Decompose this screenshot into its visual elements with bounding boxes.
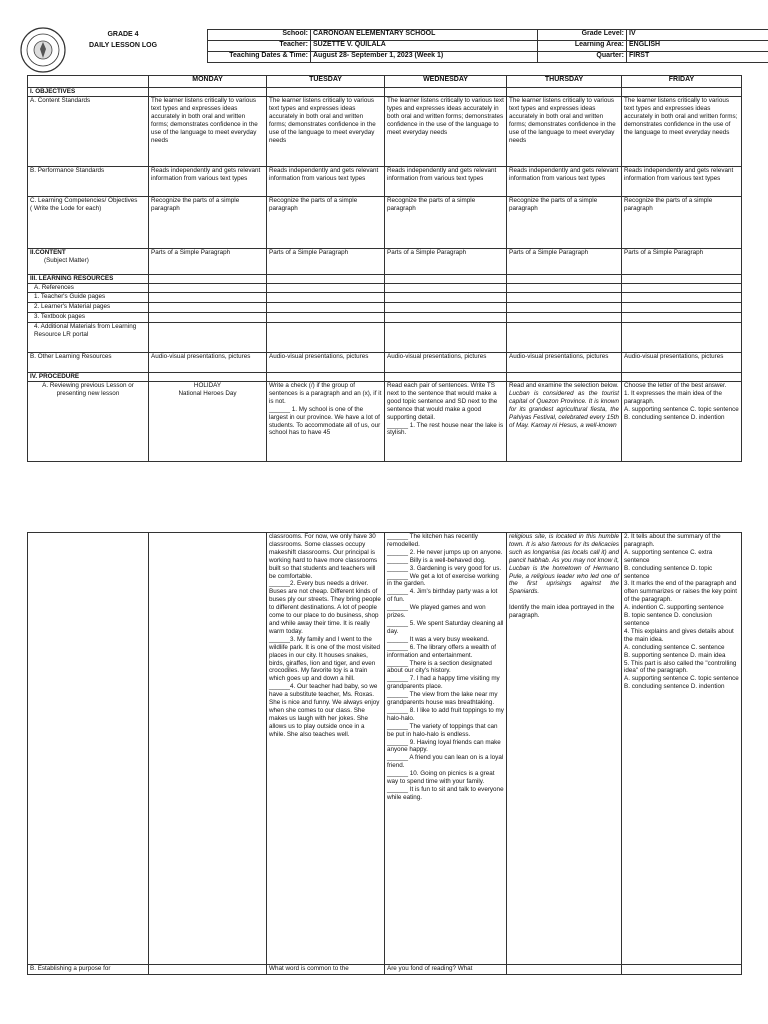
grade-title: GRADE 4 (107, 31, 139, 38)
competencies-label: C. Learning Competencies/ Objectives ( Write the Lode for each) (28, 197, 149, 249)
cs-monday: The learner listens critically to various text types and expresses ideas accurately in both oral and written forms; demonstrates confidence in the use of the language to meet everyday needs (149, 97, 267, 167)
comp-thursday: Recognize the parts of a simple paragraph (507, 197, 622, 249)
other-resources-label: B. Other Learning Resources (28, 353, 149, 373)
wednesday-activity-p2: ______ The kitchen has recently remodelled. ______ 2. He never jumps up on anyone. ______ Billy is a well-behaved dog. ______ 3. Gardening is very good for us. ______ We get a lot of exercise working in the garden. ______ 4. Jim's birthday party was a lot of fun. ______ We played games and won prizes. ______ 5. We spent Saturday cleaning all day. ______ It was a very busy weekend. ______ 6. The library offers a wealth of information and entertainment. ______ There is a section designated about our city's history. ______ 7. I had a happy time visiting my grandparents place. ______ The view from the lake near my grandparents house was breathtaking. ______ 8. I like to add fruit toppings to my halo-halo. ______ The variety of toppings that can be put in halo-halo is endless. ______ 9. Having loyal friends can make anyone happy. ______ A friend you can lean on is a loyal friend. ______ 10. Going on picnics is a great way to spend time with your family. ______ It is fun to sit and talk to everyone while eating. (385, 533, 507, 965)
day-thursday: THURSDAY (507, 76, 622, 88)
day-monday: MONDAY (149, 76, 267, 88)
establishing-label: B. Establishing a purpose for (28, 965, 149, 975)
thursday-task: Identify the main idea portrayed in the paragraph. (509, 604, 615, 620)
day-friday: FRIDAY (622, 76, 742, 88)
teacher-label: Teacher: (208, 41, 311, 52)
tg-pages-label: 1. Teacher's Guide pages (28, 293, 149, 303)
comp-monday: Recognize the parts of a simple paragraph (149, 197, 267, 249)
lm-pages-label: 2. Learner's Material pages (28, 303, 149, 313)
references-label: A. References (28, 284, 149, 293)
wednesday-establish: Are you fond of reading? What (385, 965, 507, 975)
cs-thursday: The learner listens critically to various text types and expresses ideas accurately in both oral and written forms; demonstrates confidence in the use of the language to meet everyday needs (507, 97, 622, 167)
day-wednesday: WEDNESDAY (385, 76, 507, 88)
teacher-value: SUZETTE V. QUILALA (311, 41, 538, 52)
performance-standards-label: B. Performance Standards (28, 167, 149, 197)
friday-activity-p1: Choose the letter of the best answer. 1. It expresses the main idea of the paragraph. A. supporting sentence C. topic sentence B. concluding sentence D. indention (622, 382, 742, 462)
cs-tuesday: The learner listens critically to various text types and expresses ideas accurately in both oral and written forms; demonstrates confidence in the use of the language to meet everyday needs (267, 97, 385, 167)
dates-value: August 28- September 1, 2023 (Week 1) (311, 52, 538, 63)
monday-holiday-cell (149, 382, 267, 462)
cs-friday: The learner listens critically to various text types and expresses ideas accurately in both oral and written forms; demonstrates confidence in the use of the language to meet everyday needs (622, 97, 742, 167)
av-wednesday: Audio-visual presentations, pictures (385, 353, 507, 373)
friday-activity-p2: 2. It tells about the summary of the paragraph. A. supporting sentence C. extra sentence B. concluding sentence D. topic sentence 3. It marks the end of the paragraph and often summarizes or raises the key point of the paragraph. A. indention C. supporting sentence B. topic sentence D. conclusion sentence 4. This explains and gives details about the main idea. A. concluding sentence C. sentence B. supporting sentence D. main idea 5. This part is also called the "controlling idea" of the paragraph. A. supporting sentence C. topic sentence B. concluding sentence D. indention (622, 533, 742, 965)
quarter-value: FIRST (627, 52, 768, 63)
holiday-name: National Heroes Day (178, 389, 237, 397)
quarter-label: Quarter: (538, 52, 627, 63)
tuesday-activity-p2: classrooms. For now, we only have 30 classrooms. Some classes occupy makeshift classrooms. Our principal is working hard to have more classrooms built so that students and teachers will be comfortable. ______2. Every bus needs a driver. Buses are not cheap. Different kinds of buses ply our streets. They bring people to different destinations. A lot of people come to our place to do business, shop and while away their time. It is really warm today. ______3. My family and I went to the wildlife park. It is one of the most visited places in our city. It houses snakes, birds, giraffes, lion and tiger, and even crocodiles. My favorite toy is a train which goes up and down a hill. ______4. Our teacher had baby, so we have a substitute teacher, Ms. Roxas. She is nice and funny. We always enjoy when she comes to our class. She makes us laugh with her jokes. She allows us to play outside once in a while. She also teaches well. (267, 533, 385, 965)
school-label: School: (208, 30, 311, 41)
comp-tuesday: Recognize the parts of a simple paragraph (267, 197, 385, 249)
grade-level-label: Grade Level: (538, 30, 627, 41)
lesson-table-page-2 (27, 532, 742, 975)
content-heading: II.CONTENT (30, 249, 66, 256)
content-label-cell (28, 249, 149, 275)
thursday-activity-p2 (507, 533, 622, 965)
content-tuesday: Parts of a Simple Paragraph (267, 249, 385, 275)
deped-seal-logo (20, 27, 66, 73)
tuesday-establish: What word is common to the (267, 965, 385, 975)
learning-area-label: Learning Area: (538, 41, 627, 52)
days-header-row (28, 76, 742, 88)
cs-wednesday: The learner listens critically to various text types and expresses ideas accurately in both oral and written forms; demonstrates confidence in the use of the language to meet everyday needs (385, 97, 507, 167)
lesson-table-page-1 (27, 75, 742, 462)
comp-wednesday: Recognize the parts of a simple paragraph (385, 197, 507, 249)
ps-thursday: Reads independently and gets relevant information from various text types (507, 167, 622, 197)
av-friday: Audio-visual presentations, pictures (622, 353, 742, 373)
content-friday: Parts of a Simple Paragraph (622, 249, 742, 275)
procedure-heading: IV. PROCEDURE (28, 373, 149, 382)
subject-matter-label: (Subject Matter) (44, 256, 89, 264)
learning-resources-heading: III. LEARNING RESOURCES (28, 275, 149, 284)
day-tuesday: TUESDAY (267, 76, 385, 88)
content-monday: Parts of a Simple Paragraph (149, 249, 267, 275)
school-value: CARONOAN ELEMENTARY SCHOOL (311, 30, 538, 41)
av-monday: Audio-visual presentations, pictures (149, 353, 267, 373)
wednesday-activity-p1: Read each pair of sentences. Write TS next to the sentence that would make a good topic sentence and SD next to the sentence that would make a good supporting detail. ______ 1. The rest house near the lake is stylish. (385, 382, 507, 462)
ps-friday: Reads independently and gets relevant information from various text types (622, 167, 742, 197)
reviewing-label: A. Reviewing previous Lesson or presenting new lesson (28, 382, 149, 462)
header-info-table (207, 29, 768, 63)
dates-label: Teaching Dates & Time: (208, 52, 311, 63)
ps-wednesday: Reads independently and gets relevant information from various text types (385, 167, 507, 197)
ps-tuesday: Reads independently and gets relevant information from various text types (267, 167, 385, 197)
log-title: DAILY LESSON LOG (88, 42, 158, 49)
textbook-pages-label: 3. Textbook pages (28, 313, 149, 323)
content-wednesday: Parts of a Simple Paragraph (385, 249, 507, 275)
thursday-intro: Read and examine the selection below. (509, 382, 619, 389)
ps-monday: Reads independently and gets relevant information from various text types (149, 167, 267, 197)
content-thursday: Parts of a Simple Paragraph (507, 249, 622, 275)
holiday-label: HOLIDAY (193, 382, 222, 389)
content-standards-label: A. Content Standards (28, 97, 149, 167)
av-tuesday: Audio-visual presentations, pictures (267, 353, 385, 373)
learning-area-value: ENGLISH (627, 41, 768, 52)
grade-level-value: IV (627, 30, 768, 41)
comp-friday: Recognize the parts of a simple paragraph (622, 197, 742, 249)
thursday-story-p2: religious site, is located in this humble town. It is also famous for its delicacies such as longanisa (as locals call it) and pancit habhab. As you may not know it, Lucban is the hometown of Hermano Pule, a religious leader who led one of the first uprisings against the Spaniards. (509, 533, 619, 596)
thursday-story-p1: Lucban is considered as the tourist capital of Quezon Province. It is known for its grandest agricultural fiesta, the Pahiyas Festival, celebrated every 15th of May. Kamay ni Hesus, a well-known (509, 389, 619, 429)
additional-materials-label: 4. Additional Materials from Learning Resource LR portal (28, 323, 149, 353)
tuesday-activity-p1: Write a check (/) if the group of sentences is a paragraph and an (x), if it is not. ______ 1. My school is one of the largest in our province. We have a lot of students. To accommodate all of us, our school has to have 45 (267, 382, 385, 462)
thursday-activity-p1 (507, 382, 622, 462)
av-thursday: Audio-visual presentations, pictures (507, 353, 622, 373)
objectives-heading: I. OBJECTIVES (28, 88, 149, 97)
